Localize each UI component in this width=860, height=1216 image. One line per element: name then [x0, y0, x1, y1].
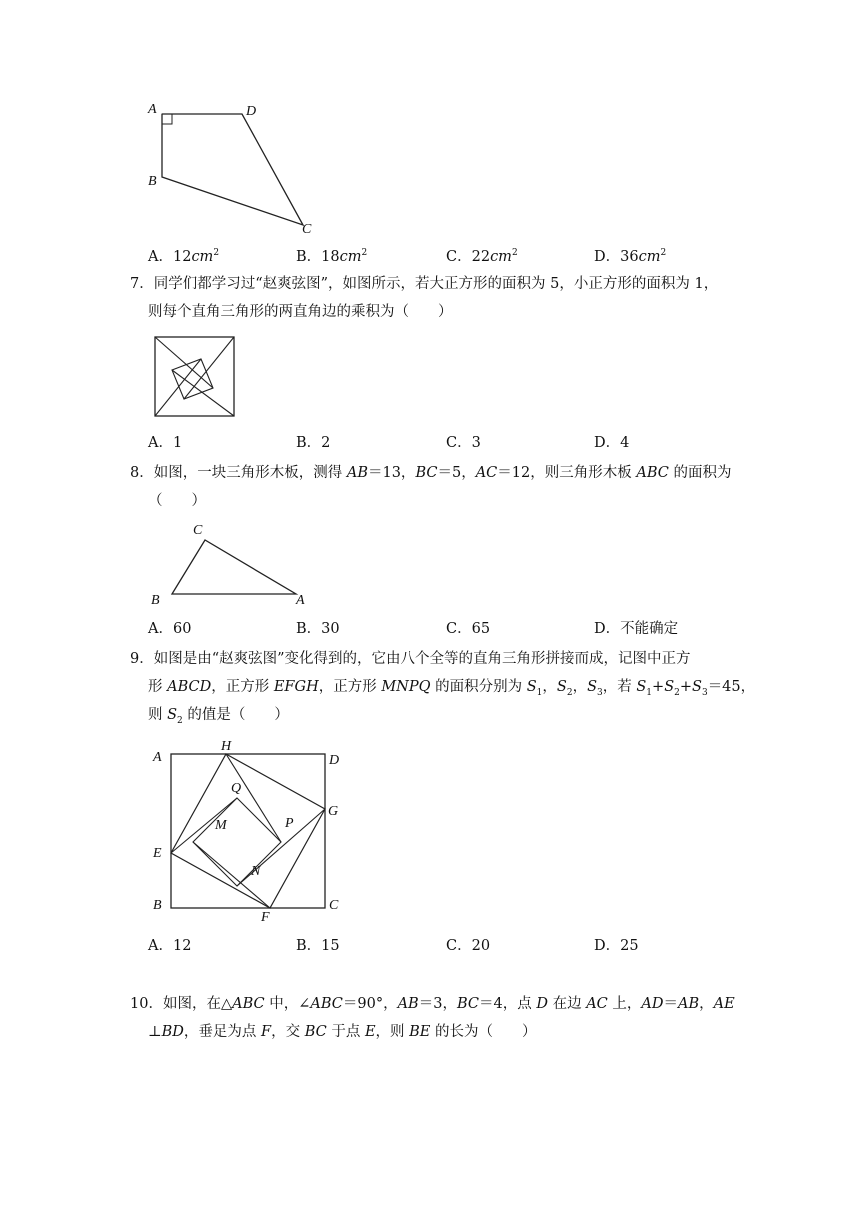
q10-stem-line1: 10．如图，在△ABC 中，∠ABC＝90°，AB＝3，BC＝4，点 D 在边 AC 上，AD＝AB，AE	[130, 996, 735, 1012]
q9-label-p: P	[285, 816, 294, 831]
q9-option-a: A．12	[148, 938, 192, 954]
q9-stem-line3: 则 $S_2$ 的值是（ ）	[148, 707, 289, 726]
q7-zhao-shuang-figure	[150, 332, 240, 420]
q8-stem-line2: （ ）	[148, 493, 206, 509]
q9-label-b: B	[153, 898, 162, 913]
q8-stem-line1: 8．如图，一块三角形木板，测得 AB＝13，BC＝5，AC＝12，则三角形木板 ABC 的面积为	[130, 465, 732, 481]
q10-stem-line2: ⊥BD，垂足为点 F，交 BC 于点 E，则 BE 的长为（ ）	[148, 1024, 537, 1040]
q6-option-d: D．$36cm^2$	[594, 248, 667, 265]
q9-label-m: M	[215, 818, 227, 833]
q6-option-c: C．$22cm^2$	[446, 248, 518, 265]
q8-triangle-figure	[145, 518, 315, 608]
q9-label-a: A	[153, 750, 162, 765]
q6-label-b: B	[148, 174, 157, 189]
q9-label-n: N	[251, 864, 261, 879]
q8-label-a: A	[296, 593, 305, 608]
q7-option-d: D．4	[594, 435, 630, 451]
q7-option-a: A．1	[148, 435, 183, 451]
q6-option-a: A．$12cm^2$	[148, 248, 220, 265]
q9-stem-line1: 9．如图是由“赵爽弦图”变化得到的，它由八个全等的直角三角形拼接而成，记图中正方	[130, 651, 691, 667]
q6-label-c: C	[302, 222, 312, 237]
q8-label-c: C	[193, 523, 203, 538]
q9-option-b: B．15	[296, 938, 340, 954]
q9-label-c: C	[329, 898, 339, 913]
q9-label-d: D	[329, 753, 340, 768]
q7-stem-line2: 则每个直角三角形的两直角边的乘积为（ ）	[148, 304, 453, 320]
q7-stem-line1: 7．同学们都学习过“赵爽弦图”，如图所示，若大正方形的面积为 5，小正方形的面积为 1，	[130, 276, 719, 292]
q7-option-b: B．2	[296, 435, 331, 451]
q9-option-c: C．20	[446, 938, 491, 954]
q8-label-b: B	[151, 593, 160, 608]
q9-label-e: E	[153, 846, 162, 861]
q6-label-a: A	[148, 102, 157, 117]
q6-quadrilateral-figure	[140, 95, 330, 240]
q8-option-c: C．65	[446, 621, 491, 637]
q9-zhao-shuang-variant-figure	[145, 735, 355, 925]
q9-label-f: F	[261, 910, 270, 925]
q9-label-q: Q	[231, 781, 242, 796]
q8-option-d: D．不能确定	[594, 621, 679, 637]
q9-label-h: H	[221, 739, 232, 754]
q6-label-d: D	[246, 104, 257, 119]
q9-option-d: D．25	[594, 938, 639, 954]
q7-option-c: C．3	[446, 435, 481, 451]
q9-label-g: G	[328, 804, 339, 819]
q9-stem-line2: 形 ABCD，正方形 EFGH，正方形 MNPQ 的面积分别为 $S_1$，$S_2$，$S_3$，若 $S_1+S_2+S_3=45$，	[148, 679, 756, 698]
q8-option-b: B．30	[296, 621, 340, 637]
q6-option-b: B．$18cm^2$	[296, 248, 368, 265]
q8-option-a: A．60	[148, 621, 192, 637]
